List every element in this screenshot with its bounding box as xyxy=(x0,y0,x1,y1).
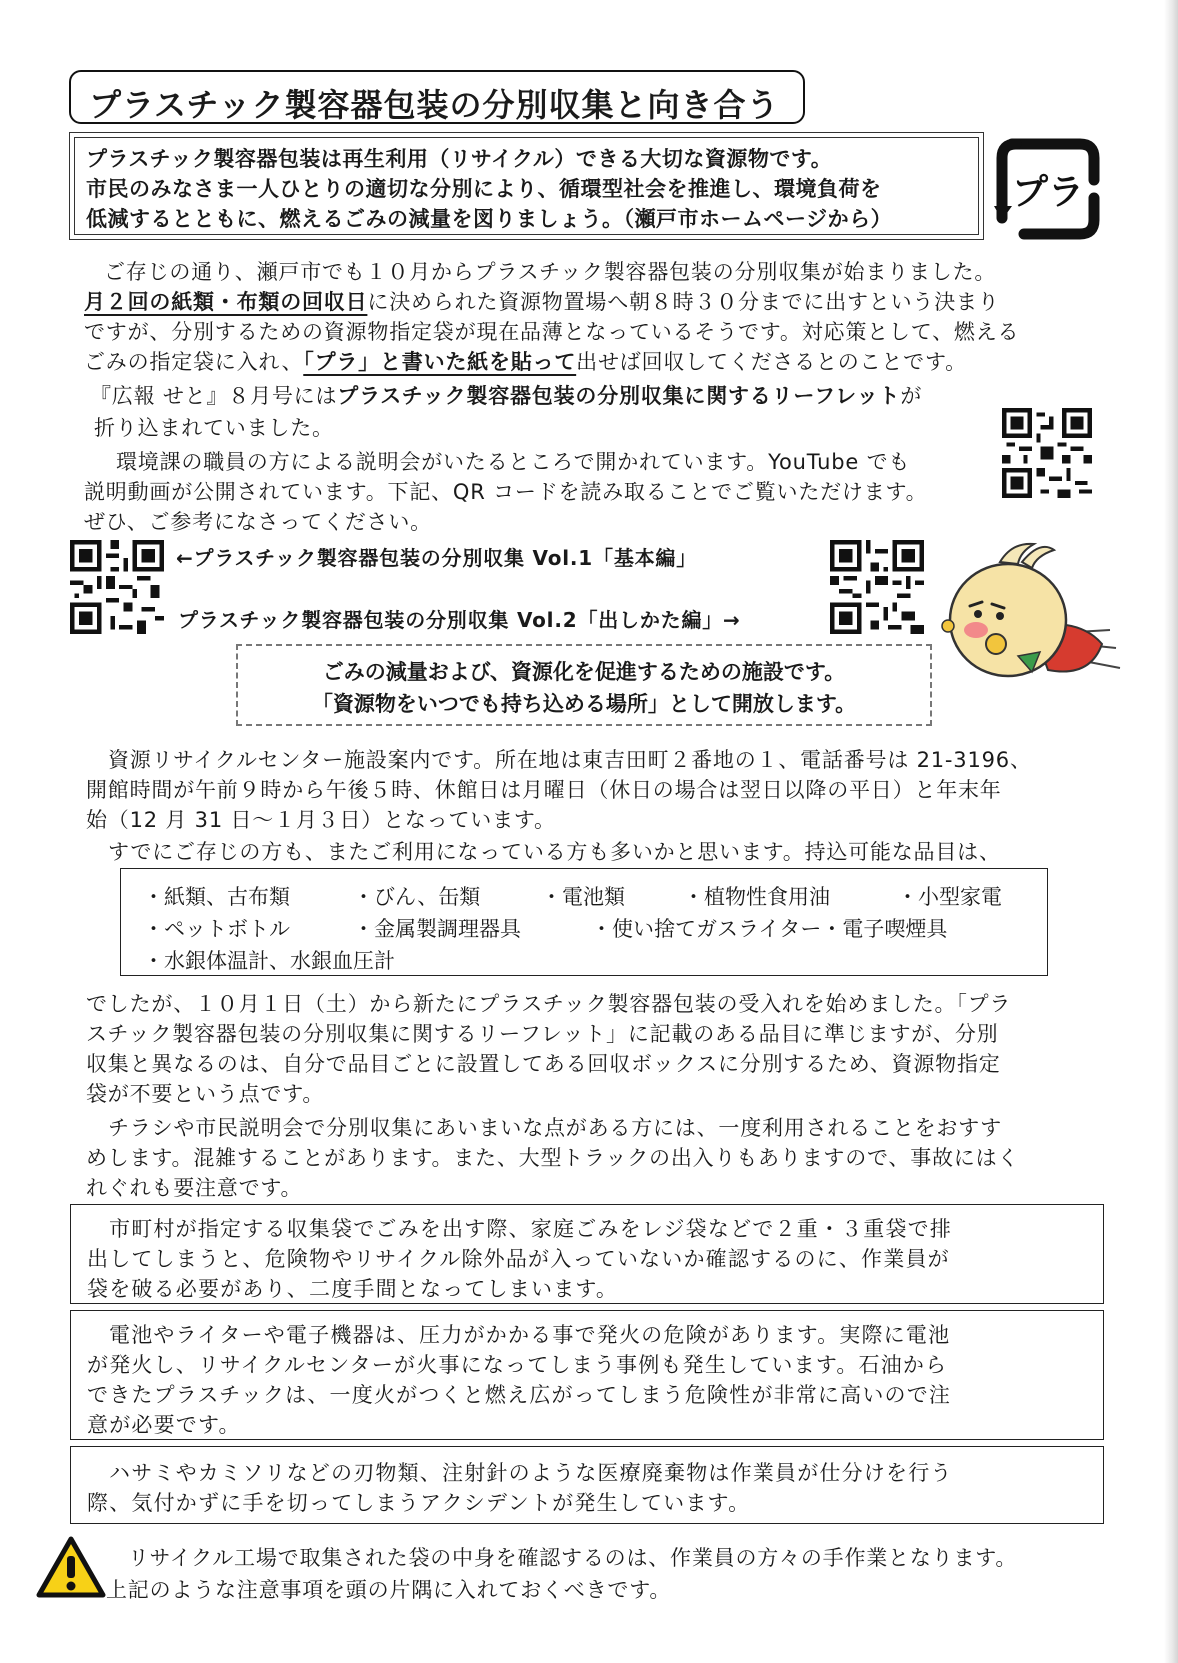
video-vol1-link[interactable]: ←プラスチック製容器包装の分別収集 Vol.1「基本編」 xyxy=(176,546,698,570)
video-vol2-link[interactable]: プラスチック製容器包装の分別収集 Vol.2「出しかた編」→ xyxy=(178,608,741,632)
facility-box xyxy=(236,644,932,726)
para3-line-2: 説明動画が公開されています。下記、QR コードを読み取ることでご覧いただけます。 xyxy=(84,480,928,504)
pla-recycle-logo-icon xyxy=(994,138,1102,240)
para1-line-2-rest: に決められた資源物置場へ朝８時３０分までに出すという決まり xyxy=(367,290,1000,314)
box2-line-4: 意が必要です。 xyxy=(87,1413,241,1437)
list-item: ・電池類 xyxy=(541,885,625,909)
list-item: ・紙類、古布類 xyxy=(143,885,290,909)
center-info-line-4: すでにご存じの方も、またご利用になっている方も多いかと思います。持込可能な品目は、 xyxy=(108,840,1001,864)
intro-box xyxy=(69,132,984,240)
para1-line-1: ご存じの通り、瀬戸市でも１０月からプラスチック製容器包装の分別収集が始まりました。 xyxy=(104,260,997,284)
intro-line-3: 低減するとともに、燃えるごみの減量を図りましょう。（瀬戸市ホームページから） xyxy=(86,207,893,231)
leaflet-emphasis: プラスチック製容器包装の分別収集に関するリーフレット xyxy=(337,384,901,408)
center-info-line-2: 開館時間が午前９時から午後５時、休館日は月曜日（休日の場合は翌日以降の平日）と年末年 xyxy=(86,778,1002,802)
list-item: ・金属製調理器具 xyxy=(353,917,521,941)
box3-line-2: 際、気付かずに手を切ってしまうアクシデントが発生しています。 xyxy=(87,1491,751,1515)
qr-code-leaflet[interactable] xyxy=(1002,408,1092,498)
para4-line-4: 袋が不要という点です。 xyxy=(86,1082,325,1106)
para3-line-1: 環境課の職員の方による説明会がいたるところで開かれています。YouTube でも xyxy=(116,450,911,474)
caution-box-fire-risk xyxy=(70,1310,1104,1440)
closing-line-2: 上記のような注意事項を頭の片隅に入れておくべきです。 xyxy=(106,1578,672,1602)
para5-line-3: れぐれも要注意です。 xyxy=(86,1176,303,1200)
para1-line-2 xyxy=(84,286,1000,316)
list-item: ・植物性食用油 xyxy=(683,885,830,909)
para1-line-3: ですが、分別するための資源物指定袋が現在品薄となっているそうです。対応策として、燃える xyxy=(84,320,1020,344)
box2-line-1: 電池やライターや電子機器は、圧力がかかる事で発火の危険があります。実際に電池 xyxy=(109,1323,951,1347)
para1-line-4-post: 出せば回収してくださるとのことです。 xyxy=(576,350,967,374)
collection-day-emphasis: 月２回の紙類・布類の回収日 xyxy=(84,290,368,314)
para5-line-2: めします。混雑することがあります。また、大型トラックの出入りもありますので、事故にはく xyxy=(86,1146,1020,1170)
para2-line-2: 折り込まれていました。 xyxy=(94,416,334,440)
pla-label-emphasis: 「プラ」と書いた紙を貼って xyxy=(303,350,577,374)
box1-line-1: 市町村が指定する収集袋でごみを出す際、家庭ごみをレジ袋などで２重・３重袋で排 xyxy=(109,1217,953,1241)
intro-line-1: プラスチック製容器包装は再生利用（リサイクル）できる大切な資源物です。 xyxy=(86,147,833,171)
para4-line-1: でしたが、１０月１日（土）から新たにプラスチック製容器包装の受入れを始めました。「プラ xyxy=(86,992,1012,1016)
para2-line-1-pre: 『広報 せと』８月号には xyxy=(90,384,338,408)
page-title: プラスチック製容器包装の分別収集と向き合う xyxy=(89,86,780,124)
accepted-items-box xyxy=(120,868,1048,976)
para4-line-2: スチック製容器包装の分別収集に関するリーフレット」に記載のある品目に準じますが、分別 xyxy=(86,1022,999,1046)
title-box xyxy=(69,70,805,124)
qr-code-vol1[interactable] xyxy=(70,540,164,634)
box3-line-1: ハサミやカミソリなどの刃物類、注射針のような医療廃棄物は作業員が仕分けを行う xyxy=(109,1461,953,1485)
list-item: ・小型家電 xyxy=(897,885,1002,909)
logo-label: プラ xyxy=(1011,172,1085,213)
facility-line-2: 「資源物をいつでも持ち込める場所」として開放します。 xyxy=(311,692,857,716)
qr-code-vol2[interactable] xyxy=(830,540,924,634)
center-info-line-1: 資源リサイクルセンター施設案内です。所在地は東吉田町２番地の１、電話番号は 21-3196、 xyxy=(108,748,1032,772)
page-edge-shadow xyxy=(1164,0,1178,1663)
box1-line-2: 出してしまうと、危険物やリサイクル除外品が入っていないか確認するのに、作業員が xyxy=(87,1247,950,1271)
para3-line-3: ぜひ、ご参考になさってください。 xyxy=(84,510,432,534)
para1-line-4 xyxy=(84,346,967,376)
para2-line-1-post: が xyxy=(900,384,923,408)
caution-box-double-bag xyxy=(70,1204,1104,1304)
caution-box-sharp-objects xyxy=(70,1446,1104,1524)
box2-line-2: が発火し、リサイクルセンターが火事になってしまう事例も発生しています。石油から xyxy=(87,1353,948,1377)
box2-line-3: できたプラスチックは、一度火がつくと燃え広がってしまう危険性が非常に高いので注 xyxy=(87,1383,952,1407)
closing-line-1: リサイクル工場で取集された袋の中身を確認するのは、作業員の方々の手作業となります。 xyxy=(128,1546,1018,1570)
list-item: ・びん、缶類 xyxy=(353,885,481,909)
intro-line-2: 市民のみなさま一人ひとりの適切な分別により、循環型社会を推進し、環境負荷を xyxy=(86,177,882,201)
center-info-line-3: 始（12 月 31 日～１月３日）となっています。 xyxy=(86,808,556,832)
facility-line-1: ごみの減量および、資源化を促進するための施設です。 xyxy=(322,660,846,684)
list-item: ・ペットボトル xyxy=(143,917,290,941)
para4-line-3: 収集と異なるのは、自分で品目ごとに設置してある回収ボックスに分別するため、資源物指定 xyxy=(86,1052,1001,1076)
para5-line-1: チラシや市民説明会で分別収集にあいまいな点がある方には、一度利用されることをおすす xyxy=(108,1116,1003,1140)
mascot-illustration-icon xyxy=(940,540,1130,690)
para1-line-4-pre: ごみの指定袋に入れ、 xyxy=(84,350,304,374)
list-item: ・水銀体温計、水銀血圧計 xyxy=(143,949,395,973)
list-item: ・使い捨てガスライター・電子喫煙具 xyxy=(591,917,948,941)
box1-line-3: 袋を破る必要があり、二度手間となってしまいます。 xyxy=(87,1277,619,1301)
warning-triangle-icon xyxy=(36,1536,106,1598)
para2-line-1 xyxy=(90,380,922,410)
